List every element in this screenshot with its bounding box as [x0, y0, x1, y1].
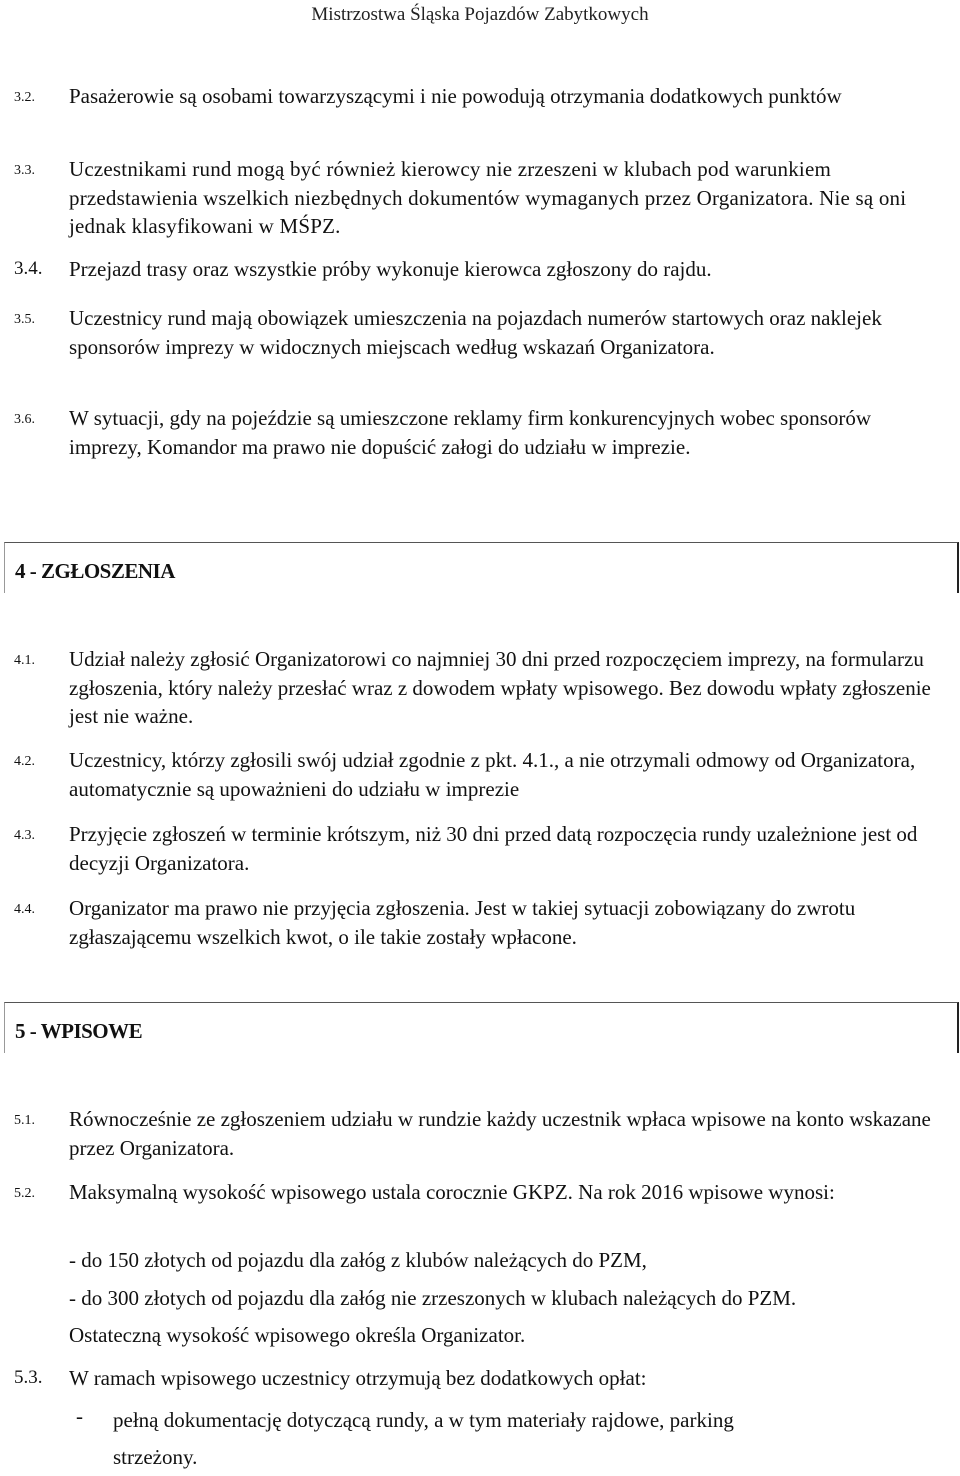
clause-number: 5.2.	[14, 1186, 35, 1201]
section-title: 5 - WPISOWE	[15, 1019, 143, 1043]
clause-number: 3.3.	[14, 163, 35, 178]
clause-text: Organizator ma prawo nie przyjęcia zgłoszenia. Jest w takiej sytuacji zobowiązany do zwrotu zgłaszającemu wszelkich kwot, o ile takie zostały wpłacone.	[69, 896, 856, 949]
clause-number: 4.4.	[14, 902, 35, 917]
clause-number: 4.3.	[14, 828, 35, 843]
section-title: 4 - ZGŁOSZENIA	[15, 559, 175, 583]
clause-text: Maksymalną wysokość wpisowego ustala corocznie GKPZ. Na rok 2016 wpisowe wynosi:	[69, 1180, 835, 1204]
clause-number: 5.1.	[14, 1113, 35, 1128]
clause-number: 3.6.	[14, 412, 35, 427]
clause-text: Uczestnikami rund mogą być również kierowcy nie zrzeszeni w klubach pod warunkiem przedstawienia wszelkich niezbędnych dokumentów wymaganych przez Organizatora. Nie są oni jednak klasyfikowani w MŚPZ.	[69, 157, 907, 238]
clause-number: 3.2.	[14, 90, 35, 105]
fee-line-non-pzm: - do 300 złotych od pojazdu dla załóg nie zrzeszonych w klubach należących do PZM.	[69, 1286, 797, 1310]
fee-final-note: Ostateczną wysokość wpisowego określa Organizator.	[69, 1323, 526, 1347]
clause-number: 3.5.	[14, 312, 35, 327]
clause-number: 4.2.	[14, 754, 35, 769]
clause-text: Pasażerowie są osobami towarzyszącymi i nie powodują otrzymania dodatkowych punktów	[69, 84, 842, 108]
fee-line-pzm: - do 150 złotych od pojazdu dla załóg z klubów należących do PZM,	[69, 1248, 647, 1272]
clause-number: 5.3.	[14, 1367, 43, 1388]
section-heading-zgloszenia	[4, 542, 959, 593]
clause-text: Przejazd trasy oraz wszystkie próby wykonuje kierowca zgłoszony do rajdu.	[69, 257, 712, 281]
bullet-dash: -	[76, 1404, 83, 1428]
clause-text: Uczestnicy, którzy zgłosili swój udział zgodnie z pkt. 4.1., a nie otrzymali odmowy od Organizatora, automatycznie są upoważnieni do udziału w imprezie	[69, 748, 916, 801]
clause-text: W sytuacji, gdy na pojeździe są umieszczone reklamy firm konkurencyjnych wobec sponsorów imprezy, Komandor ma prawo nie dopuścić załogi do udziału w imprezie.	[69, 406, 872, 459]
clause-text: Równocześnie ze zgłoszeniem udziału w rundzie każdy uczestnik wpłaca wpisowe na konto wskazane przez Organizatora.	[69, 1107, 931, 1160]
clause-text: Przyjęcie zgłoszeń w terminie krótszym, niż 30 dni przed datą rozpoczęcia rundy uzależnione jest od decyzji Organizatora.	[69, 822, 918, 875]
page-header: Mistrzostwa Śląska Pojazdów Zabytkowych	[311, 4, 649, 25]
clause-text: W ramach wpisowego uczestnicy otrzymują bez dodatkowych opłat:	[69, 1366, 647, 1390]
clause-number: 4.1.	[14, 653, 35, 668]
clause-text: Udział należy zgłosić Organizatorowi co najmniej 30 dni przed rozpoczęciem imprezy, na formularzu zgłoszenia, który należy przesłać wraz z dowodem wpłaty wpisowego. Bez dowodu wpłaty zgłoszenie jest nie ważne.	[69, 647, 931, 728]
clause-text: Uczestnicy rund mają obowiązek umieszczenia na pojazdach numerów startowych oraz naklejek sponsorów imprezy w widocznych miejscach według wskazań Organizatora.	[69, 306, 882, 359]
bullet-text-documentation: pełną dokumentację dotyczącą rundy, a w tym materiały rajdowe, parking strzeżony.	[113, 1408, 734, 1469]
section-heading-wpisowe	[4, 1002, 959, 1053]
clause-number: 3.4.	[14, 258, 43, 279]
